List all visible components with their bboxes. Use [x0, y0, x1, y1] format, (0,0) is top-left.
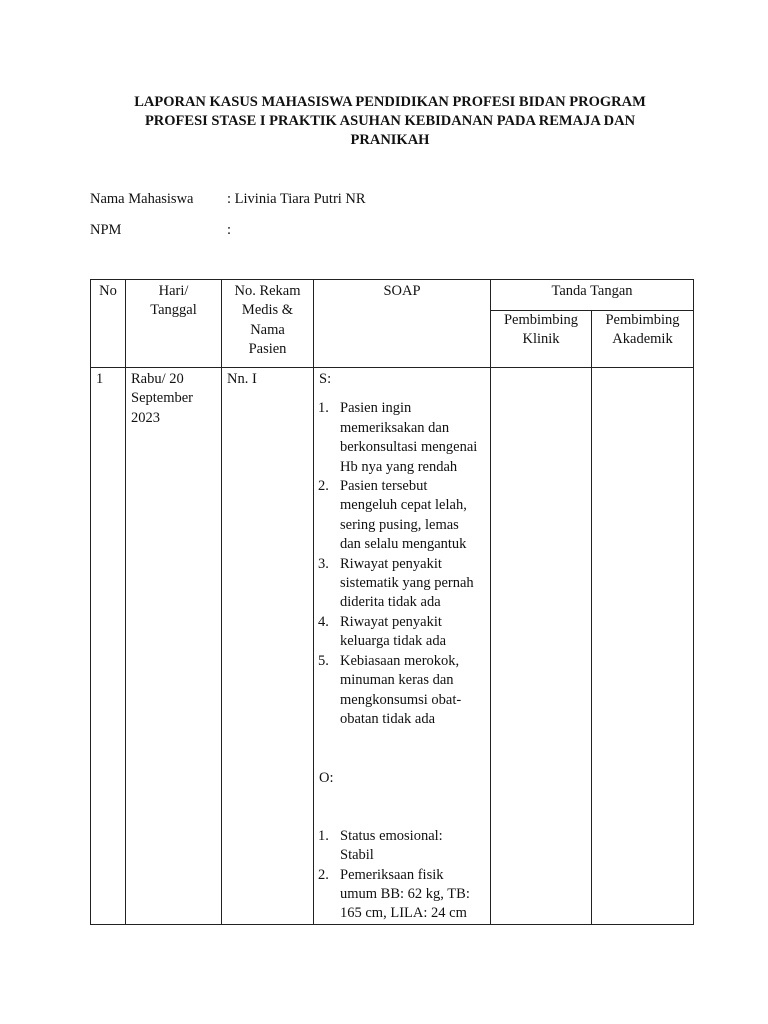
header-date: Hari/ Tanggal: [126, 280, 222, 368]
list-item: 4. Riwayat penyakit keluarga tidak ada: [318, 613, 447, 650]
soap-s-label: S:: [319, 371, 332, 387]
list-item: 1. Pasien ingin memeriksakan dan berkonsultasi mengenai Hb nya yang rendah: [318, 400, 478, 475]
row-patient: Nn. I: [222, 368, 314, 925]
list-item: 2. Pemeriksaan fisik umum BB: 62 kg, TB: 165 cm, LILA: 24 cm: [318, 866, 470, 922]
soap-o-label: O:: [319, 770, 334, 787]
row-clinical-signature: [491, 368, 592, 925]
row-academic-signature: [592, 368, 694, 925]
subjective-list: [314, 399, 490, 729]
title-line: PRANIKAH: [350, 132, 430, 148]
list-item: 3. Riwayat penyakit sistematik yang pernah diderita tidak ada: [318, 555, 474, 611]
table-row: [91, 368, 694, 925]
header-clinical-supervisor: Pembimbing Klinik: [491, 311, 592, 368]
table-header-row: [91, 280, 694, 311]
npm-value: :: [227, 222, 232, 238]
student-name-value: : Livinia Tiara Putri NR: [227, 191, 366, 207]
document-title: [90, 93, 690, 150]
npm-label: NPM: [90, 222, 122, 238]
header-signature: Tanda Tangan: [491, 280, 694, 311]
header-academic-supervisor: Pembimbing Akademik: [592, 311, 694, 368]
title-line: LAPORAN KASUS MAHASISWA PENDIDIKAN PROFESI BIDAN PROGRAM: [134, 94, 646, 110]
row-soap: [314, 368, 491, 925]
objective-list: [314, 827, 490, 924]
case-report-table: [90, 279, 694, 925]
title-line: PROFESI STASE I PRAKTIK ASUHAN KEBIDANAN PADA REMAJA DAN: [144, 113, 636, 129]
header-no: No: [91, 280, 126, 368]
student-name-label: Nama Mahasiswa: [90, 191, 194, 207]
row-date: Rabu/ 20 September 2023: [126, 368, 222, 925]
list-item: 5. Kebiasaan merokok, minuman keras dan mengkonsumsi obat- obatan tidak ada: [318, 652, 462, 727]
list-item: 2. Pasien tersebut mengeluh cepat lelah, sering pusing, lemas dan selalu mengantuk: [318, 478, 467, 553]
header-medical-record: No. Rekam Medis & Nama Pasien: [222, 280, 314, 368]
row-no: 1: [91, 368, 126, 925]
list-item: 1. Status emosional: Stabil: [318, 827, 443, 864]
header-soap: SOAP: [314, 280, 491, 368]
